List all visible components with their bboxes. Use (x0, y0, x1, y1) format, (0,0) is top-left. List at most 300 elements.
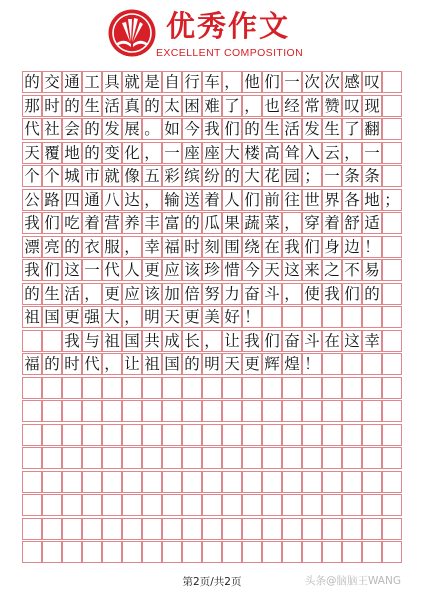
grid-cell (82, 400, 102, 422)
grid-cell: ， (282, 212, 302, 234)
grid-cell (222, 541, 242, 563)
grid-cell: 煌 (282, 353, 302, 375)
grid-cell (82, 541, 102, 563)
grid-cell (62, 424, 82, 446)
grid-cell: ， (202, 330, 222, 352)
grid-cell (382, 447, 402, 469)
grid-cell: 这 (342, 330, 362, 352)
grid-cell (302, 518, 322, 540)
grid-cell: 成 (162, 330, 182, 352)
grid-cell: 应 (162, 259, 182, 281)
grid-cell (162, 447, 182, 469)
grid-cell (42, 424, 62, 446)
grid-cell: 座 (182, 142, 202, 164)
grid-cell (342, 424, 362, 446)
grid-cell: 这 (282, 259, 302, 281)
grid-cell: 幸 (362, 330, 382, 352)
grid-cell (122, 447, 142, 469)
grid-cell: 地 (62, 142, 82, 164)
grid-cell: 感 (342, 71, 362, 93)
grid-cell: 的 (22, 283, 42, 305)
grid-cell (102, 494, 122, 516)
grid-cell (182, 424, 202, 446)
grid-cell (302, 306, 322, 328)
grid-cell: 大 (102, 306, 122, 328)
grid-cell: 公 (22, 189, 42, 211)
grid-cell: 代 (22, 118, 42, 140)
grid-cell: 条 (362, 165, 382, 187)
grid-cell: 输 (162, 189, 182, 211)
grid-cell (222, 400, 242, 422)
grid-cell (382, 494, 402, 516)
grid-cell: 往 (282, 189, 302, 211)
grid-cell (202, 471, 222, 493)
grid-cell: 营 (102, 212, 122, 234)
grid-cell: 国 (162, 353, 182, 375)
grid-cell (382, 306, 402, 328)
grid-cell (322, 471, 342, 493)
grid-cell: 瓜 (202, 212, 222, 234)
grid-cell: ， (142, 142, 162, 164)
grid-cell: 该 (142, 283, 162, 305)
grid-cell: 城 (62, 165, 82, 187)
grid-cell (162, 424, 182, 446)
grid-cell: 车 (202, 71, 222, 93)
grid-cell: ， (122, 236, 142, 258)
grid-cell (362, 518, 382, 540)
grid-cell (42, 400, 62, 422)
grid-cell (62, 447, 82, 469)
grid-cell: 通 (82, 189, 102, 211)
grid-cell (322, 377, 342, 399)
grid-cell: 工 (82, 71, 102, 93)
grid-cell: 斗 (262, 283, 282, 305)
grid-cell: 们 (42, 212, 62, 234)
grid-cell (102, 424, 122, 446)
grid-cell: 们 (302, 236, 322, 258)
grid-cell (22, 447, 42, 469)
grid-cell (242, 424, 262, 446)
grid-cell (242, 541, 262, 563)
grid-cell: 好 (222, 306, 242, 328)
grid-cell (222, 447, 242, 469)
grid-cell: 的 (142, 95, 162, 117)
brand-subtitle: EXCELLENT COMPOSITION (156, 47, 304, 59)
grid-cell: 时 (182, 236, 202, 258)
grid-cell (42, 330, 62, 352)
grid-cell: 通 (62, 71, 82, 93)
grid-cell: 次 (322, 71, 342, 93)
grid-cell (122, 518, 142, 540)
grid-cell (102, 400, 122, 422)
grid-cell: 条 (342, 165, 362, 187)
grid-cell: 让 (122, 353, 142, 375)
grid-cell (282, 306, 302, 328)
grid-cell (242, 494, 262, 516)
grid-cell: 翻 (362, 118, 382, 140)
grid-cell (22, 424, 42, 446)
grid-cell (182, 400, 202, 422)
essay-grid (22, 71, 402, 566)
grid-cell: 生 (82, 95, 102, 117)
grid-cell: 难 (202, 95, 222, 117)
grid-cell: 一 (282, 71, 302, 93)
grid-cell (362, 447, 382, 469)
grid-cell: 会 (62, 118, 82, 140)
grid-row (22, 494, 402, 516)
grid-cell (202, 424, 222, 446)
grid-cell: 舒 (342, 212, 362, 234)
grid-cell (322, 400, 342, 422)
grid-cell: 更 (242, 353, 262, 375)
grid-cell (142, 424, 162, 446)
grid-cell (342, 471, 362, 493)
grid-cell: 们 (262, 71, 282, 93)
grid-cell: 更 (62, 306, 82, 328)
grid-cell (122, 377, 142, 399)
grid-cell (62, 541, 82, 563)
grid-cell (382, 377, 402, 399)
grid-row (22, 518, 402, 540)
grid-cell: 适 (362, 212, 382, 234)
grid-cell (282, 518, 302, 540)
grid-cell: 天 (222, 353, 242, 375)
grid-cell: ！ (242, 306, 262, 328)
grid-cell: 五 (142, 165, 162, 187)
grid-cell (102, 447, 122, 469)
grid-cell: 的 (62, 95, 82, 117)
grid-cell (382, 471, 402, 493)
grid-cell (122, 541, 142, 563)
grid-cell: 珍 (202, 259, 222, 281)
grid-cell (202, 377, 222, 399)
grid-cell: 各 (342, 189, 362, 211)
grid-cell (142, 400, 162, 422)
grid-cell (322, 494, 342, 516)
grid-cell: 衣 (82, 236, 102, 258)
grid-cell (222, 494, 242, 516)
grid-cell (162, 494, 182, 516)
grid-cell: 时 (62, 353, 82, 375)
grid-row (22, 142, 402, 164)
grid-cell: ， (242, 95, 262, 117)
grid-cell (382, 142, 402, 164)
grid-cell (82, 518, 102, 540)
grid-cell (122, 471, 142, 493)
grid-cell: 们 (222, 118, 242, 140)
grid-cell: 我 (242, 330, 262, 352)
grid-row (22, 541, 402, 563)
grid-cell: 共 (142, 330, 162, 352)
grid-cell: 富 (162, 212, 182, 234)
grid-cell (182, 377, 202, 399)
grid-cell (102, 518, 122, 540)
grid-cell (242, 400, 262, 422)
grid-cell (382, 400, 402, 422)
grid-cell (42, 541, 62, 563)
grid-cell: 云 (322, 142, 342, 164)
book-pages-logo-icon (107, 8, 157, 58)
grid-cell: 如 (162, 118, 182, 140)
grid-cell (42, 471, 62, 493)
grid-cell (362, 541, 382, 563)
grid-cell (382, 118, 402, 140)
grid-cell (342, 353, 362, 375)
grid-cell: 展 (122, 118, 142, 140)
grid-cell (182, 471, 202, 493)
grid-cell (362, 306, 382, 328)
grid-cell: ， (82, 283, 102, 305)
grid-cell: 自 (162, 71, 182, 93)
grid-cell (262, 471, 282, 493)
grid-cell (142, 471, 162, 493)
grid-cell: 现 (362, 95, 382, 117)
grid-cell (342, 306, 362, 328)
grid-cell: 缤 (182, 165, 202, 187)
grid-cell (382, 541, 402, 563)
grid-cell (222, 471, 242, 493)
grid-cell: 一 (82, 259, 102, 281)
grid-cell (322, 424, 342, 446)
grid-cell (42, 377, 62, 399)
grid-cell (282, 471, 302, 493)
grid-row (22, 259, 402, 281)
header (0, 0, 424, 66)
grid-cell: 围 (222, 236, 242, 258)
grid-cell (202, 494, 222, 516)
grid-cell: 的 (242, 118, 262, 140)
grid-cell: 活 (282, 118, 302, 140)
grid-cell (222, 424, 242, 446)
grid-cell: 在 (262, 236, 282, 258)
grid-cell: 亮 (42, 236, 62, 258)
grid-cell (302, 447, 322, 469)
grid-cell: 国 (42, 306, 62, 328)
grid-cell: 丰 (142, 212, 162, 234)
grid-row (22, 447, 402, 469)
grid-cell: 行 (182, 71, 202, 93)
grid-cell (362, 424, 382, 446)
grid-cell: ， (222, 71, 242, 93)
grid-cell (202, 518, 222, 540)
grid-cell: 花 (262, 165, 282, 187)
grid-cell: 叹 (342, 95, 362, 117)
grid-cell: 生 (42, 283, 62, 305)
grid-cell: 身 (322, 236, 342, 258)
grid-cell: 我 (322, 283, 342, 305)
grid-cell: 我 (62, 330, 82, 352)
grid-cell: 也 (262, 95, 282, 117)
grid-cell (262, 306, 282, 328)
grid-cell: 边 (342, 236, 362, 258)
grid-cell: 我 (282, 236, 302, 258)
grid-cell: 次 (302, 71, 322, 93)
grid-cell (222, 377, 242, 399)
grid-cell: 就 (102, 165, 122, 187)
grid-cell: 服 (102, 236, 122, 258)
grid-cell (42, 494, 62, 516)
grid-cell: 着 (82, 212, 102, 234)
grid-cell (62, 494, 82, 516)
grid-cell (362, 377, 382, 399)
grid-row (22, 353, 402, 375)
grid-cell: 明 (142, 306, 162, 328)
grid-cell: 耸 (282, 142, 302, 164)
grid-cell (382, 424, 402, 446)
grid-row (22, 471, 402, 493)
grid-cell (22, 377, 42, 399)
grid-cell (142, 518, 162, 540)
grid-cell: 他 (242, 71, 262, 93)
grid-cell: 更 (142, 259, 162, 281)
grid-cell (342, 518, 362, 540)
grid-cell: 长 (182, 330, 202, 352)
grid-cell (142, 494, 162, 516)
grid-cell: 易 (362, 259, 382, 281)
grid-cell: 蔬 (242, 212, 262, 234)
grid-cell: 了 (342, 118, 362, 140)
grid-cell (242, 447, 262, 469)
grid-cell: 明 (202, 353, 222, 375)
grid-cell (162, 518, 182, 540)
grid-cell: 像 (122, 165, 142, 187)
grid-cell: 送 (182, 189, 202, 211)
grid-cell: 一 (322, 165, 342, 187)
grid-cell: 一 (362, 142, 382, 164)
grid-cell: 大 (242, 165, 262, 187)
grid-cell: 的 (362, 283, 382, 305)
grid-cell: 刻 (202, 236, 222, 258)
grid-cell: 该 (182, 259, 202, 281)
grid-row (22, 377, 402, 399)
grid-cell: 这 (62, 259, 82, 281)
grid-cell (342, 494, 362, 516)
grid-cell (382, 236, 402, 258)
grid-cell: 养 (122, 212, 142, 234)
grid-cell: 的 (22, 71, 42, 93)
grid-cell: 个 (22, 165, 42, 187)
grid-cell (82, 447, 102, 469)
grid-cell (42, 447, 62, 469)
grid-cell: 今 (182, 118, 202, 140)
grid-cell: 生 (262, 118, 282, 140)
grid-cell (382, 353, 402, 375)
grid-cell: 祖 (22, 306, 42, 328)
grid-cell: 发 (102, 118, 122, 140)
grid-cell: 奋 (282, 330, 302, 352)
grid-cell (282, 541, 302, 563)
grid-cell: 加 (162, 283, 182, 305)
grid-cell (22, 400, 42, 422)
grid-cell (202, 400, 222, 422)
grid-row (22, 283, 402, 305)
grid-cell (182, 541, 202, 563)
grid-cell (62, 377, 82, 399)
grid-cell (382, 283, 402, 305)
brand-title: 优秀作文 (166, 9, 291, 43)
grid-cell (182, 494, 202, 516)
grid-row (22, 118, 402, 140)
grid-cell (122, 494, 142, 516)
grid-cell: 园 (282, 165, 302, 187)
grid-cell (22, 330, 42, 352)
grid-cell (302, 541, 322, 563)
grid-row (22, 236, 402, 258)
grid-cell (162, 377, 182, 399)
grid-cell: 。 (142, 118, 162, 140)
grid-cell: 斗 (302, 330, 322, 352)
grid-cell (202, 541, 222, 563)
grid-cell (182, 518, 202, 540)
grid-cell: 达 (122, 189, 142, 211)
grid-cell: 生 (322, 118, 342, 140)
grid-cell: 福 (22, 353, 42, 375)
grid-cell: 地 (362, 189, 382, 211)
grid-cell (282, 424, 302, 446)
grid-cell (322, 541, 342, 563)
grid-cell: 界 (322, 189, 342, 211)
grid-cell: 活 (62, 283, 82, 305)
grid-cell: 高 (262, 142, 282, 164)
grid-cell (302, 494, 322, 516)
grid-cell: 的 (182, 212, 202, 234)
grid-cell (162, 541, 182, 563)
grid-cell: 们 (242, 189, 262, 211)
grid-cell: 的 (182, 353, 202, 375)
grid-cell: 强 (82, 306, 102, 328)
grid-cell (302, 377, 322, 399)
grid-cell (162, 471, 182, 493)
grid-cell: 的 (82, 118, 102, 140)
grid-cell: 是 (142, 71, 162, 93)
grid-cell: 叹 (362, 71, 382, 93)
grid-cell (322, 306, 342, 328)
grid-cell: 菜 (262, 212, 282, 234)
grid-cell (362, 494, 382, 516)
grid-cell (162, 400, 182, 422)
grid-cell: 让 (222, 330, 242, 352)
grid-cell (122, 400, 142, 422)
grid-cell (382, 95, 402, 117)
grid-cell (262, 424, 282, 446)
grid-cell: 力 (222, 283, 242, 305)
grid-cell: 一 (162, 142, 182, 164)
grid-cell (22, 471, 42, 493)
grid-row (22, 424, 402, 446)
grid-cell (142, 447, 162, 469)
grid-cell (342, 377, 362, 399)
grid-cell (42, 518, 62, 540)
grid-cell (282, 447, 302, 469)
grid-cell: 天 (162, 306, 182, 328)
grid-cell (262, 541, 282, 563)
grid-cell (122, 424, 142, 446)
grid-cell (262, 447, 282, 469)
grid-cell: 不 (342, 259, 362, 281)
grid-row (22, 212, 402, 234)
grid-cell: ， (102, 353, 122, 375)
grid-cell: 人 (122, 259, 142, 281)
grid-cell (382, 212, 402, 234)
grid-cell: 交 (42, 71, 62, 93)
grid-cell: ； (302, 165, 322, 187)
grid-cell: 代 (102, 259, 122, 281)
grid-cell: 着 (322, 212, 342, 234)
grid-cell: 更 (102, 283, 122, 305)
grid-cell: ， (142, 189, 162, 211)
grid-cell (282, 494, 302, 516)
grid-row (22, 165, 402, 187)
